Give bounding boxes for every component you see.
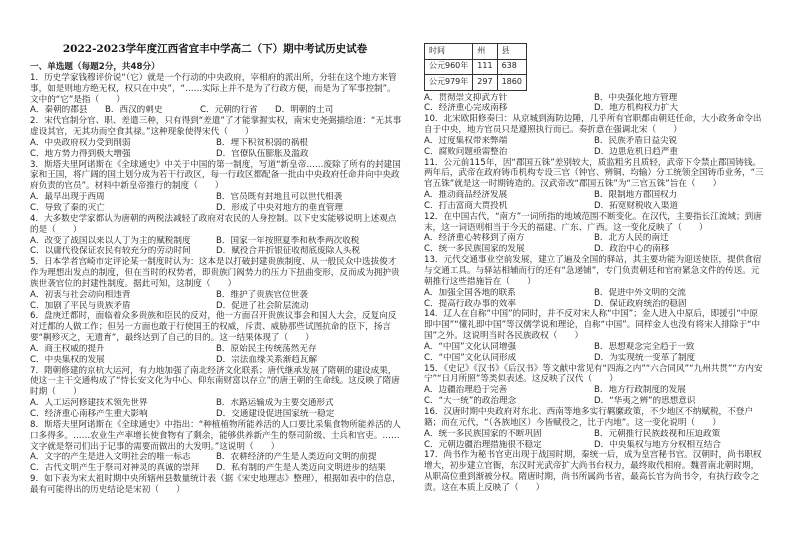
table-row <box>425 75 527 91</box>
table-header-cell: 时间 <box>425 44 473 60</box>
question-stem <box>30 420 402 453</box>
question-stem <box>424 364 764 386</box>
question-text: 《史记》《汉书》《后汉书》等文献中常见有“四海之内”“六合同风”“九州共贯”“方内安宁”“日月所照”等类似表述。这反映了汉代（ ） <box>424 363 763 385</box>
question-number: 5． <box>30 257 45 268</box>
option-B: B．水路运输成为主要交通形式 <box>216 398 334 409</box>
option-B: B．维护了贵族官位世袭 <box>216 289 308 300</box>
option-D: D．明朝的土司 <box>275 105 334 116</box>
question-number: 17． <box>424 450 444 461</box>
option-A: A．中央政府权力受到削弱 <box>30 137 131 148</box>
question-text: 隋朝修建的京杭大运河，有力地加强了南北经济文化联系；唐代继承发展了隋朝的建设成果，使这一主干交通构成了“恃长安文化为中心、仰东南财富以存立”的唐王朝的生命线。这反映了隋唐时期（ ） <box>30 365 400 398</box>
option-C: C．腐败问题亟需整治 <box>424 146 508 157</box>
options-group <box>30 344 402 366</box>
table-cell: 297 <box>473 75 497 91</box>
option-D: D．为实现统一变革了制度 <box>594 352 696 363</box>
option-B: B．元朝推行民族歧视和压迫政策 <box>594 428 721 439</box>
option-A: A．最早出现于西周 <box>30 192 105 203</box>
option-B: B．北方人民的南迁 <box>594 233 669 244</box>
option-A: A．经济重心转移到了南方 <box>424 233 525 244</box>
question-stem <box>30 366 402 399</box>
option-A: A．秦朝的郡县 <box>30 105 88 116</box>
question-8 <box>30 420 402 474</box>
option-B: B．地方行政制度的发展 <box>594 385 686 396</box>
question-stem <box>30 474 402 496</box>
option-C: C．以庸代役保证农民有较充分的劳动时间 <box>30 246 191 257</box>
question-number: 6． <box>30 311 45 322</box>
option-C: C．经济重心完成南移 <box>424 103 508 114</box>
question-stem <box>424 255 764 288</box>
question-text: 斯塔夫里阿诺斯在《全球通史》中关于中国的第一制度，写道“新皇帝……废除了所有的封建国家和王国，将广阔的国土划分成为若干行政区，每一行政区都配备一批由中央政府任命并向中央政府负责的官员”。材料中新皇帝推行的制度（ ） <box>30 159 401 192</box>
option-A: A．初衷与社会动向相违背 <box>30 289 131 300</box>
question-stem <box>424 158 764 191</box>
question-text: 尚书作为秘书官吏出现于战国时期，秦统一后，成为皇宫秘书官。汉朝时，尚书职权增大，初步建立官衙，东汉时光武帝扩大尚书台权力，最终取代相府。魏晋南北朝时期，从职高位重到渐被分权。隋唐时期，尚书所属尚书省，最高长官为尚书令，有执行政令之责。这在本质上反映了（ ） <box>424 450 762 493</box>
option-B: B．埋下积贫积弱的祸根 <box>216 137 308 148</box>
option-B: B．官员既有封地且可以世代相袭 <box>216 192 343 203</box>
option-A: A．过度集权带来弊端 <box>424 135 508 146</box>
question-11 <box>424 158 764 212</box>
question-16 <box>424 407 764 450</box>
options-group <box>30 236 402 258</box>
options-group <box>424 429 764 451</box>
option-B: B．限制地方郡国权力 <box>594 190 678 201</box>
question-14 <box>424 309 764 363</box>
question-text: 公元前115年，因“郡国五铢”差别较大，质监粗劣且质轻，武帝下令禁止郡国铸钱。两年后，武帝在政府铸币机构专设三官（钟官、辨铜、均输）分工统领全国铸币业务，“三官五铢”就是这一时期铸造的。汉武帝改“郡国五铢”为“三官五铢”旨在（ ） <box>424 157 764 190</box>
option-A: A．商王权威的提升 <box>30 343 105 354</box>
option-C: C．中央集权的发展 <box>30 354 105 365</box>
options-group <box>30 398 402 420</box>
option-B: B．中央强化地方管理 <box>594 92 678 103</box>
option-A: A．推动商品经济发展 <box>424 190 508 201</box>
question-7 <box>30 366 402 420</box>
question-stem <box>30 257 402 290</box>
question-1 <box>30 73 402 116</box>
option-B: B．国家一年按照夏季和秋季两次收税 <box>216 235 360 246</box>
options-group <box>424 342 764 364</box>
table-row <box>425 59 527 75</box>
options-group <box>424 190 764 212</box>
section-header: 一、单选题（每题2分，共48分） <box>30 62 160 72</box>
option-C: C．经济重心南移产生重大影响 <box>30 409 148 419</box>
question-number: 15． <box>424 363 444 374</box>
option-D: D．拓宽财税收入渠道 <box>594 200 678 211</box>
option-A: A．统一多民族国家的不断巩固 <box>424 428 542 439</box>
question-2 <box>30 116 402 159</box>
options-group <box>30 105 402 116</box>
question-text: 北宋欧阳修奏曰：从京城到海防边陲，几乎所有官职都由朝廷任命，大小政务命令出自于中央，地方官员只是遵照执行而已。奏折意在强调北宋（ ） <box>424 114 762 136</box>
option-B: B．西汉的刺史 <box>105 105 163 116</box>
option-D: D．边患危机日趋严重 <box>594 146 678 157</box>
table-cell: 公元960年 <box>425 59 473 75</box>
option-D: D．中央集权与地方分权相互结合 <box>594 439 721 450</box>
table-cell: 111 <box>473 59 497 75</box>
question-stem <box>424 450 764 493</box>
question-13 <box>424 255 764 309</box>
question-6 <box>30 311 402 365</box>
question-text: 盘庚迁都时，面临着众多贵族和臣民的反对，他一方面召开贵族议事会和国人大会，反复向反对迁都的人做工作；但另一方面也敢于行使国王的权威，斥责、威胁那些试图抗命的臣下，扬言要“劓殄灭之，无遗育”，最终达到了自己的目的。这一结果体现了（ ） <box>30 311 397 344</box>
question-text: 斯塔夫里阿诺斯在《全球通史》中指出：“种植植物所能养活的人口要比采集食物所能养活的人口多得多。……农业生产率增长使食物有了剩余，能够供养新产生的祭司阶级、士兵和官吏。……文字就是祭司们出于记事的需要而做出的大发明。”这说明（ ） <box>30 419 401 452</box>
table-header-row <box>425 44 527 60</box>
option-C: C．提高行政办事的效率 <box>424 298 516 309</box>
left-column <box>30 62 402 496</box>
question-9 <box>30 474 402 496</box>
options-group <box>30 192 402 214</box>
option-A: A．边疆治理趋于完善 <box>424 385 508 396</box>
option-C: C．元朝的行省 <box>200 105 258 116</box>
option-B: B．民族矛盾日益尖锐 <box>594 135 678 146</box>
table-cell: 1860 <box>497 75 526 91</box>
option-D: D．交通建设促进国家统一稳定 <box>216 409 335 419</box>
question-stem <box>30 116 402 138</box>
table-cell: 公元979年 <box>425 75 473 91</box>
options-group <box>30 452 402 474</box>
question-number: 2． <box>30 116 45 127</box>
option-D: D．官僚队伍膨胀及滥政 <box>216 148 309 159</box>
table-cell: 638 <box>497 59 526 75</box>
option-D: D．地方机构权力扩大 <box>594 103 678 114</box>
option-D: D．促进了社会阶层流动 <box>216 300 309 311</box>
question-text: 大多数史学家都认为唐朝的两税法减轻了政府对农民的人身控制。以下史实能够说明上述观点的是（ ） <box>30 213 397 235</box>
question-number: 11． <box>424 157 444 168</box>
option-B: B．思想观念完全趋于一致 <box>594 341 695 352</box>
option-D: D．赋役合并折银征收彻底废除人头税 <box>216 246 361 257</box>
question-text: 辽人在自称“中国”的同时，并不反对宋人称“中国”；金人进入中原后，即援引“中原即中国”“懂礼即中国”等汉儒学说和理论，自称“中国”。同样金人也没有将宋人排除于“中国”之外。这说明当时各民族政权（ ） <box>424 309 761 342</box>
option-A: A．人工运河修建技术领先世界 <box>30 398 148 409</box>
option-A: A．“中国”文化认同增强 <box>424 341 517 352</box>
question-number: 7． <box>30 365 45 376</box>
option-D: D．保证政府统治的稳固 <box>594 298 687 309</box>
question-number: 1． <box>30 72 45 83</box>
question-stem <box>424 114 764 136</box>
question-stem <box>30 73 402 106</box>
question-text: 在中国古代，“南方”一词所指的地域范围不断变化。在汉代，主要指长江流域；到唐末，这一词语则相当于今天的福建、广东、广西。这一变化反映了（ ） <box>424 211 762 233</box>
question-text: 历史学家钱穆评价说“（它）就是一个行动的中央政府，宰相府的派出所，分驻在这个地方来管事，如是则地方绝无权，权只在中央”，“……实际上并不是为了行政方便，而是为了军事控制”。文中的“它”是指（ ） <box>30 72 397 105</box>
question-15 <box>424 364 764 407</box>
question-number: 16． <box>424 406 444 417</box>
question-stem <box>30 214 402 236</box>
option-C: C．“大一统”的政治理念 <box>424 396 517 407</box>
question-12 <box>424 212 764 255</box>
question-stem <box>424 309 764 342</box>
option-C: C．古代文明产生于祭司对神灵的真诚的崇拜 <box>30 463 200 474</box>
option-B: B．促进中外文明的交流 <box>594 287 686 298</box>
question-number: 12． <box>424 211 444 222</box>
options-group <box>424 136 764 158</box>
question-number: 8． <box>30 419 45 430</box>
option-D: D．政治中心的南移 <box>594 244 670 255</box>
option-A: A．改变了战国以来以人丁为主的赋税制度 <box>30 235 191 246</box>
options-group <box>424 93 764 115</box>
right-column <box>424 43 764 494</box>
question-number: 14． <box>424 309 444 320</box>
option-A: A．加强全国各地的联系 <box>424 287 516 298</box>
table-header-cell: 州 <box>473 44 497 60</box>
option-B: B．农耕经济的产生是人类迈向文明的前提 <box>216 452 377 463</box>
question-text: 元代交通事业空前发展，建立了遍及全国的驿站，其主要功能为迎送使臣，提供食宿与交通工具。与驿站相辅而行的还有“急递铺”，专门负责朝廷和官府紧急文件的传送。元朝推行这些措施旨在（ ） <box>424 255 762 287</box>
options-group <box>424 288 764 310</box>
option-C: C．统一多民族国家的发展 <box>424 244 525 255</box>
question-10 <box>424 114 764 157</box>
table-header-cell: 县 <box>497 44 526 60</box>
option-B: B．原始民主传统荡然无存 <box>216 343 317 354</box>
option-C: C．加剧了平民与贵族矛盾 <box>30 300 131 311</box>
option-C: C．导致了秦的灭亡 <box>30 202 105 213</box>
question-number: 3． <box>30 159 45 170</box>
options-group <box>30 290 402 312</box>
option-D: D．宗法血缘关系渐趋瓦解 <box>216 354 318 365</box>
question-number: 13． <box>424 255 444 266</box>
question-3 <box>30 160 402 214</box>
question-text: 汉唐时期中央政府对东北、西南等地多实行羁縻政策，不少地区不纳赋税，不登户籍；而在元代，“（各族地区）今皆赋役之，比于内地”。这一变化说明（ ） <box>424 406 753 428</box>
options-group <box>424 385 764 407</box>
question-stem <box>424 407 764 429</box>
question-number: 9． <box>30 474 45 485</box>
question-text: 日本学者宫崎市定评论某一制度时认为：这本是以打破封建贵族制度、从一般民众中选拔俊才作为理想出发点的制度，但在当时的权势者，即贵族门阀势力的压力下扭曲变形，反而成为拥护贵族世袭官位的封建性制度。据此可知，这制度（ ） <box>30 257 400 289</box>
option-A: A．文字的产生是进入文明社会的唯一标志 <box>30 452 191 463</box>
question-4 <box>30 214 402 257</box>
option-D: D．“华夷之辨”的思想意识 <box>594 396 696 407</box>
option-C: C．地方势力得到极大增强 <box>30 148 131 159</box>
question-17 <box>424 450 764 493</box>
statistics-table <box>424 43 527 91</box>
options-group <box>424 233 764 255</box>
question-stem <box>424 212 764 234</box>
option-D: D．形成了中央对地方的垂直管理 <box>216 202 343 213</box>
option-C: C．打击富商大贾投机 <box>424 200 508 211</box>
question-text: 宋代官制分官、职、差遣三种，只有得到“差遣”了才能掌握实权，南宋史尧弼描绘道：“无其事虚设其官，无其功而空食其禄。”这种现象使得宋代（ ） <box>30 116 402 138</box>
question-5 <box>30 257 402 311</box>
option-A: A．贯彻崇文抑武方针 <box>424 92 508 103</box>
question-number: 10． <box>424 114 444 125</box>
question-stem <box>30 311 402 344</box>
question-text: 如下表为宋太祖时期中央所辖州县数量统计表（据《宋史地理志》整理），根据如表中的信息，最有可能得出的历史结论是宋初（ ） <box>30 474 401 495</box>
options-group <box>30 138 402 160</box>
question-stem <box>30 160 402 193</box>
option-C: C．元朝边疆治理措施很不稳定 <box>424 439 542 450</box>
exam-title: 2022-2023学年度江西省宜丰中学高二（下）期中考试历史试卷 <box>62 43 368 55</box>
option-D: D．私有制的产生是人类迈向文明进步的结果 <box>216 463 386 474</box>
option-C: C．“中国”文化认同形成 <box>424 352 517 363</box>
question-number: 4． <box>30 213 45 224</box>
